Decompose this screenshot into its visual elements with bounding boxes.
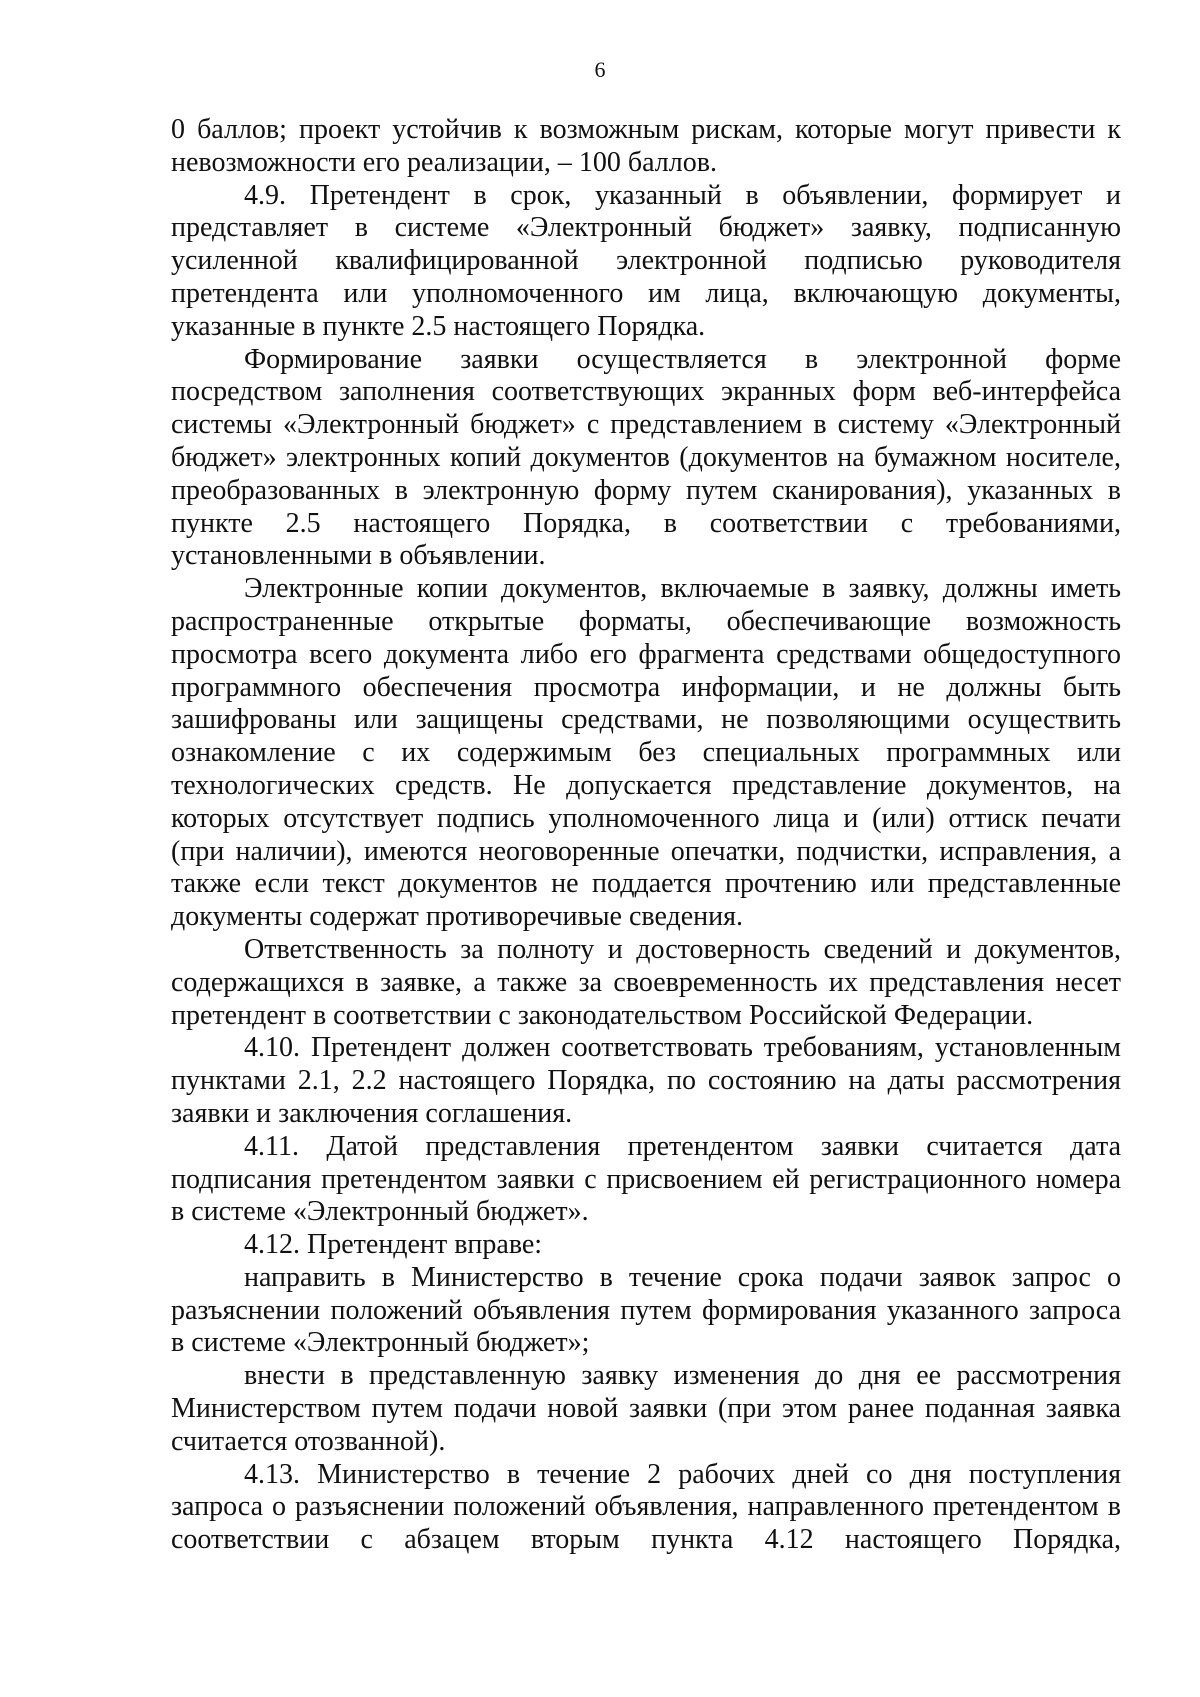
paragraph-4-9: 4.9. Претендент в срок, указанный в объявлении, формирует и представляет в системе «Электронный бюджет» заявку, подписанную усиленной квалифицированной электронной подписью руководителя претендента или уполномоченного им лица, включающую документы, указанные в пункте 2.5 настоящего Порядка. (171, 179, 1121, 342)
paragraph-4-12-amend: внести в представленную заявку изменения до дня ее рассмотрения Министерством путем подачи новой заявки (при этом ранее поданная заявка считается отозванной). (171, 1360, 1121, 1457)
paragraph-4-13: 4.13. Министерство в течение 2 рабочих дней со дня поступления запроса о разъяснении положений объявления, направленного претендентом в соответствии с абзацем вторым пункта 4.12 настоящего Порядка, (171, 1458, 1121, 1556)
paragraph-application-formation: Формирование заявки осуществляется в электронной форме посредством заполнения соответствующих экранных форм веб-интерфейса системы «Электронный бюджет» с представлением в систему «Электронный бюджет» электронных копий документов (документов на бумажном носителе, преобразованных в электронную форму путем сканирования), указанных в пункте 2.5 настоящего Порядка, в соответствии с требованиями, установленными в объявлении. (171, 343, 1121, 572)
paragraph-4-10: 4.10. Претендент должен соответствовать требованиям, установленным пунктами 2.1, 2.2 настоящего Порядка, по состоянию на даты рассмотрения заявки и заключения соглашения. (171, 1032, 1121, 1129)
paragraph-electronic-copies: Электронные копии документов, включаемые в заявку, должны иметь распространенные открытые форматы, обеспечивающие возможность просмотра всего документа либо его фрагмента средствами общедоступного программного обеспечения просмотра информации, и не должны быть зашифрованы или защищены средствами, не позволяющими осуществить ознакомление с их содержимым без специальных программных или технологических средств. Не допускается представление документов, на которых отсутствует подпись уполномоченного лица и (или) оттиск печати (при наличии), имеются неоговоренные опечатки, подчистки, исправления, а также если текст документов не поддается прочтению или представленные документы содержат противоречивые сведения. (171, 573, 1121, 933)
paragraph-continuation: 0 баллов; проект устойчив к возможным рискам, которые могут привести к невозможности его реализации, – 100 баллов. (171, 114, 1121, 178)
paragraph-responsibility: Ответственность за полноту и достоверность сведений и документов, содержащихся в заявке, а также за своевременность их представления несет претендент в соответствии с законодательством Российской Федерации. (171, 933, 1121, 1031)
paragraph-4-12: 4.12. Претендент вправе: (244, 1229, 543, 1261)
paragraph-4-11: 4.11. Датой представления претендентом заявки считается дата подписания претендентом заявки с присвоением ей регистрационного номера в системе «Электронный бюджет». (171, 1130, 1121, 1228)
page-number: 6 (594, 57, 606, 82)
document-body (171, 114, 1121, 1557)
paragraph-4-12-request: направить в Министерство в течение срока подачи заявок запрос о разъяснении положений объявления путем формирования указанного запроса в системе «Электронный бюджет»; (171, 1261, 1121, 1359)
